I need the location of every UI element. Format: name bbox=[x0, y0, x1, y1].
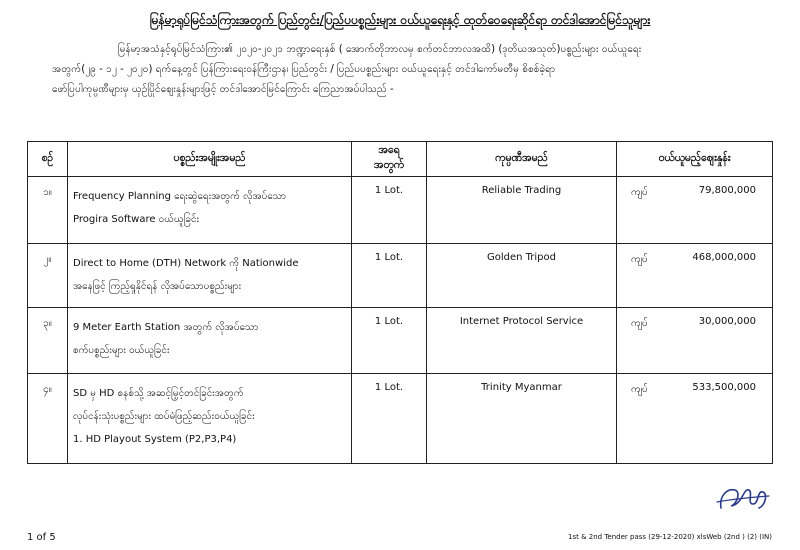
table-row bbox=[28, 177, 773, 244]
currency-label: ကျပ် bbox=[631, 384, 648, 395]
header-company: ကုမ္ပဏီအမည် bbox=[427, 142, 617, 177]
row-qty: 1 Lot. bbox=[352, 374, 427, 464]
currency-label: ကျပ် bbox=[631, 187, 648, 198]
item-line: Progira Software ဝယ်ယူခြင်း bbox=[73, 214, 200, 225]
amount-value: 30,000,000 bbox=[698, 316, 756, 327]
row-company: Golden Tripod bbox=[427, 244, 617, 308]
intro-line-3: ဖော်ပြပါကုမ္ပဏီများမှ ယှဉ်ပြိုင်ဈေးနှုန်းများဖြင့် တင်ဒါအောင်မြင်ကြောင်း ကြေညာအပ်ပါသည် - bbox=[52, 84, 394, 95]
row-company: Reliable Trading bbox=[427, 177, 617, 244]
header-qty bbox=[352, 142, 427, 177]
row-no: ၃။ bbox=[28, 308, 68, 374]
item-line: စက်ပစ္စည်းများ ဝယ်ယူခြင်း bbox=[73, 345, 170, 356]
row-qty: 1 Lot. bbox=[352, 244, 427, 308]
row-price bbox=[617, 308, 773, 374]
row-qty: 1 Lot. bbox=[352, 308, 427, 374]
row-price bbox=[617, 374, 773, 464]
row-no: ၂။ bbox=[28, 244, 68, 308]
row-company: Internet Protocol Service bbox=[427, 308, 617, 374]
item-line: Direct to Home (DTH) Network ကို Nationwide bbox=[73, 258, 299, 269]
amount-value: 468,000,000 bbox=[692, 252, 756, 263]
header-qty-line2: အတွက် bbox=[373, 159, 405, 171]
row-no: ၁။ bbox=[28, 177, 68, 244]
item-line: 1. HD Playout System (P2,P3,P4) bbox=[73, 434, 237, 445]
tender-table bbox=[27, 141, 773, 464]
row-price bbox=[617, 244, 773, 308]
item-line: SD မှ HD စနစ်သို့ အဆင့်မြှင့်တင်ခြင်းအတွက် bbox=[73, 388, 244, 399]
currency-label: ကျပ် bbox=[631, 254, 648, 265]
file-name: 1st & 2nd Tender pass (29-12-2020) xlsWeb (2nd ) (2) (IN) bbox=[568, 533, 772, 541]
table-row bbox=[28, 374, 773, 464]
row-item bbox=[68, 244, 352, 308]
signature-icon bbox=[713, 478, 773, 518]
header-no: စဉ် bbox=[28, 142, 68, 177]
amount-value: 79,800,000 bbox=[698, 185, 756, 196]
table-row bbox=[28, 244, 773, 308]
page-number: 1 of 5 bbox=[27, 532, 56, 543]
page-title: မြန်မာ့ရုပ်မြင်သံကြားအတွက် ပြည်တွင်း/ပြည်ပပစ္စည်းများ ဝယ်ယူရေးနှင့် ထုတ်ဝေရေးဆိုင်ရာ တင်ဒါအောင်မြင်သူများ bbox=[149, 13, 651, 27]
currency-label: ကျပ် bbox=[631, 318, 648, 329]
header-qty-line1: အရေ bbox=[378, 144, 400, 156]
row-item bbox=[68, 374, 352, 464]
table-header-row bbox=[28, 142, 773, 177]
row-price bbox=[617, 177, 773, 244]
item-line: အနေဖြင့် ကြည့်ရှုနိုင်ရန် လိုအပ်သောပစ္စည်းများ bbox=[73, 281, 242, 292]
row-no: ၄။ bbox=[28, 374, 68, 464]
header-item: ပစ္စည်းအမျိုးအမည် bbox=[68, 142, 352, 177]
row-item bbox=[68, 177, 352, 244]
header-price: ဝယ်ယူမည့်ဈေးနှုန်း bbox=[617, 142, 773, 177]
table-row bbox=[28, 308, 773, 374]
row-company: Trinity Myanmar bbox=[427, 374, 617, 464]
item-line: Frequency Planning ရေးဆွဲရေးအတွက် လိုအပ်သော bbox=[73, 191, 287, 202]
row-item bbox=[68, 308, 352, 374]
row-qty: 1 Lot. bbox=[352, 177, 427, 244]
item-line: 9 Meter Earth Station အတွက် လိုအပ်သော bbox=[73, 322, 259, 333]
amount-value: 533,500,000 bbox=[692, 382, 756, 393]
item-line: လုပ်ငန်းသုံးပစ္စည်းများ ထပ်မံဖြည့်ဆည်းဝယ်ယူခြင်း bbox=[73, 411, 255, 422]
intro-line-1: မြန်မာ့အသံနှင့်ရုပ်မြင်သံကြား၏ ၂၀၂၀-၂၀၂၁ ဘဏ္ဍာရေးနှစ် ( အောက်တိုဘာလမှ စက်တင်ဘာလအထိ) (ဒုတိယအသုတ်)ပစ္စည်းများ ဝယ်ယူရေး bbox=[118, 44, 642, 55]
intro-line-2: အတွက်(၂၉ - ၁၂ - ၂၀၂၀) ရက်နေ့တွင် ပြန်ကြားရေးဝန်ကြီးဌာန၊ ပြည်တွင်း / ပြည်ပပစ္စည်းများ ဝယ်ယူရေးနှင့် တင်ဒါကော်မတီမှ စိစစ်ခဲ့ရာ bbox=[52, 64, 556, 75]
intro-paragraph bbox=[52, 40, 742, 100]
